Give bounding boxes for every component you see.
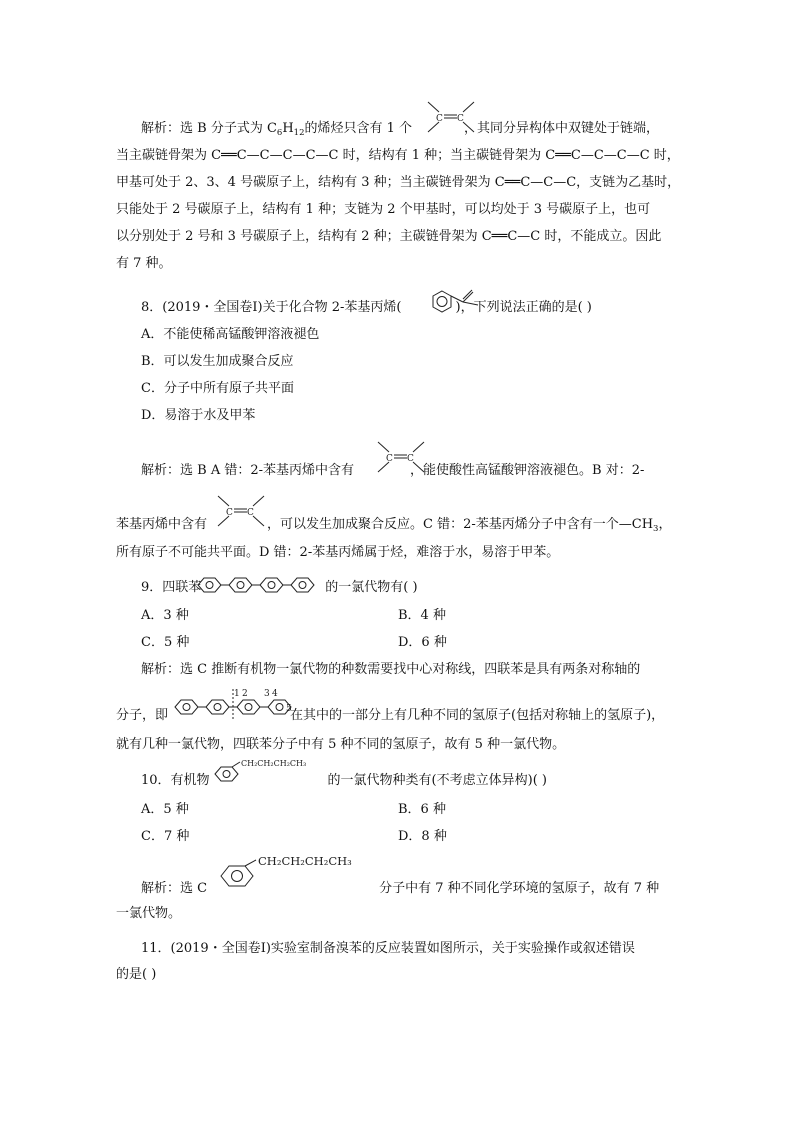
position-label: 3 bbox=[264, 689, 270, 699]
svg-text:C: C bbox=[247, 508, 254, 518]
position-label: 5 bbox=[286, 704, 292, 714]
quaterphenyl-symmetry-structure-icon bbox=[172, 688, 296, 722]
q7-analysis-line6: 有 7 种。 bbox=[116, 256, 172, 271]
q9-analysis-line3: 就有几种一氯代物，四联苯分子中有 5 种不同的氢原子，故有 5 种一氯代物。 bbox=[116, 737, 566, 752]
q9-option-d: D．6 种 bbox=[398, 635, 447, 650]
2-phenylpropene-structure-icon bbox=[428, 288, 484, 322]
q8-analysis-line3: 所有原子不可能共平面。D 错：2-苯基丙烯属于烃，难溶于水，易溶于甲苯。 bbox=[116, 545, 560, 560]
q8-stem: 8．(2019・全国卷Ⅰ)关于化合物 2-苯基丙烯( )，下列说法正确的是( ) bbox=[141, 300, 592, 315]
position-label: 1 bbox=[234, 689, 240, 699]
q8-analysis-line1: 解析：选 B A 错：2-苯基丙烯中含有 ，能使酸性高锰酸钾溶液褪色。B 对：2- bbox=[141, 463, 645, 478]
q8-option-a: A．不能使稀高锰酸钾溶液褪色 bbox=[141, 327, 320, 342]
q9-option-b: B．4 种 bbox=[398, 608, 446, 623]
q10-option-d: D．8 种 bbox=[398, 829, 447, 844]
position-label: 4 bbox=[272, 689, 278, 699]
q9-analysis-line1: 解析：选 C 推断有机物一氯代物的种数需要找中心对称线，四联苯是具有两条对称轴的 bbox=[141, 662, 641, 677]
svg-text:C: C bbox=[457, 114, 464, 124]
q10-analysis-line2: 一氯代物。 bbox=[116, 906, 182, 921]
alkene-structure-icon bbox=[375, 440, 427, 480]
svg-text:C: C bbox=[436, 114, 443, 124]
q8-analysis-line2: 苯基丙烯中含有 ，可以发生加成聚合反应。C 错：2-苯基丙烯分子中含有一个$—CH_3$， bbox=[116, 517, 672, 534]
svg-text:C: C bbox=[407, 454, 414, 464]
q10-option-a: A．5 种 bbox=[141, 802, 189, 817]
q9-option-c: C．5 种 bbox=[141, 635, 190, 650]
svg-text:C: C bbox=[226, 508, 233, 518]
q7-analysis-line3: 甲基可处于 2、3、4 号碳原子上，结构有 3 种；当主碳链骨架为 C══C—C—C，支链为乙基时， bbox=[116, 175, 681, 190]
butylbenzene-structure-icon bbox=[218, 854, 388, 894]
q7-analysis-line4: 只能处于 2 号碳原子上，结构有 1 种；支链为 2 个甲基时，可以均处于 3 号碳原子上，也可 bbox=[116, 202, 651, 217]
butyl-chain-label: CH₂CH₂CH₂CH₃ bbox=[258, 854, 352, 868]
alkene-structure-icon bbox=[425, 100, 477, 140]
position-label: 2 bbox=[242, 689, 248, 699]
q8-option-c: C．分子中所有原子共平面 bbox=[141, 381, 294, 396]
butyl-chain-label: CH₂CH₂CH₂CH₃ bbox=[241, 759, 307, 768]
q9-stem: 9．四联苯 的一氯代物有( ) bbox=[141, 580, 418, 595]
q7-analysis-line5: 以分别处于 2 号和 3 号碳原子上，结构有 2 种；主碳链骨架为 C══C—C 时，不能成立。因此 bbox=[116, 229, 662, 244]
q10-stem: 10．有机物 的一氯代物种类有(不考虑立体异构)( ) bbox=[141, 773, 547, 788]
q7-analysis-line1: 解析：选 B 分子式为 $C_6H_{12}$的烯烃只含有 1 个 ，其同分异构体中双键处于链端， bbox=[141, 121, 660, 138]
q7-analysis-line2: 当主碳链骨架为 C══C—C—C—C—C 时，结构有 1 种；当主碳链骨架为 C══C—C—C—C 时， bbox=[116, 148, 680, 163]
q10-option-b: B．6 种 bbox=[398, 802, 446, 817]
q10-option-c: C．7 种 bbox=[141, 829, 190, 844]
q9-option-a: A．3 种 bbox=[141, 608, 189, 623]
svg-text:C: C bbox=[386, 454, 393, 464]
q9-analysis-line2: 分子，即 在其中的一部分上有几种不同的氢原子(包括对称轴上的氢原子)， bbox=[116, 708, 665, 723]
q11-stem-line2: 的是( ) bbox=[116, 967, 157, 982]
q8-option-d: D．易溶于水及甲苯 bbox=[141, 408, 256, 423]
q11-stem-line1: 11．(2019・全国卷Ⅰ)实验室制备溴苯的反应装置如图所示，关于实验操作或叙述错误 bbox=[141, 941, 635, 956]
quaterphenyl-structure-icon bbox=[195, 574, 319, 598]
butylbenzene-structure-icon bbox=[212, 758, 332, 788]
q8-option-b: B．可以发生加成聚合反应 bbox=[141, 354, 294, 369]
q10-analysis-line1: 解析：选 C 分子中有 7 种不同化学环境的氢原子，故有 7 种 bbox=[141, 881, 660, 896]
alkene-structure-icon bbox=[215, 494, 267, 534]
